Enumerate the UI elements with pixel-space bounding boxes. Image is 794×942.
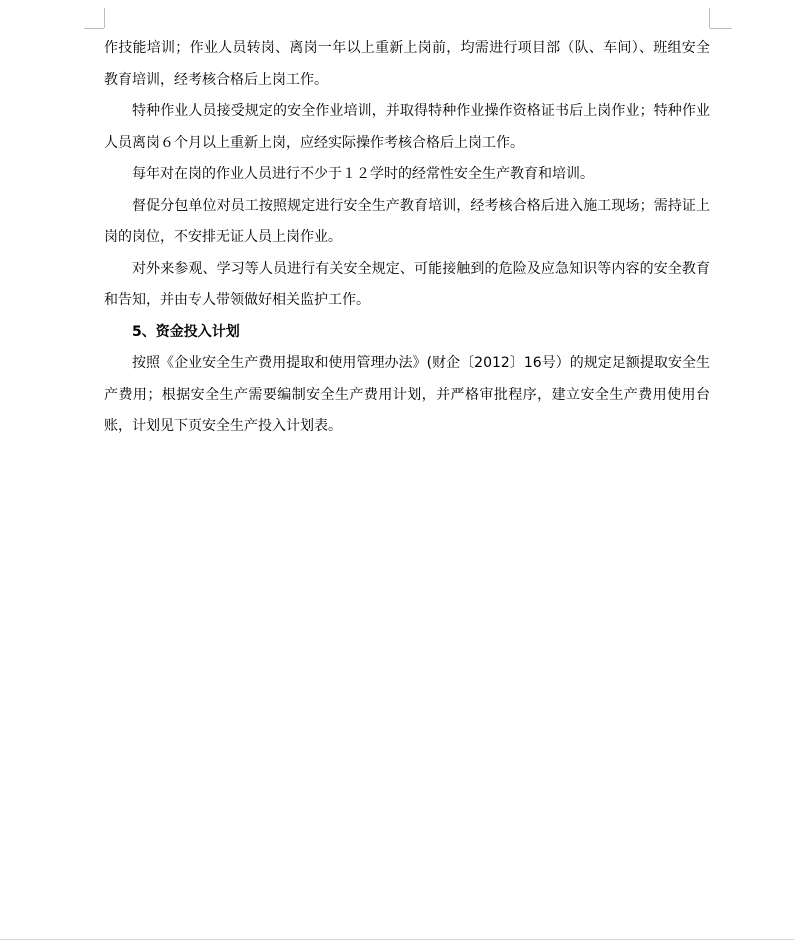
paragraph-subcontractor-training: 督促分包单位对员工按照规定进行安全生产教育培训，经考核合格后进入施工现场；需持证上岗的岗位，不安排无证人员上岗作业。 — [104, 197, 710, 245]
paragraph-visitor-education: 对外来参观、学习等人员进行有关安全规定、可能接触到的危险及应急知识等内容的安全教育和告知，并由专人带领做好相关监护工作。 — [104, 260, 710, 308]
crop-mark-top-right-horizontal — [710, 28, 732, 29]
paragraph-training-transfer: 作技能培训；作业人员转岗、离岗一年以上重新上岗前，均需进行项目部（队、车间）、班组安全教育培训，经考核合格后上岗工作。 — [104, 40, 710, 88]
crop-mark-top-left-vertical — [104, 8, 105, 28]
paragraph-special-operations: 特种作业人员接受规定的安全作业培训，并取得特种作业操作资格证书后上岗作业；特种作业人员离岗６个月以上重新上岗，应经实际操作考核合格后上岗工作。 — [104, 103, 710, 151]
crop-mark-top-left-horizontal — [84, 28, 104, 29]
page-bottom-edge — [0, 939, 794, 940]
crop-mark-top-right-vertical — [709, 8, 710, 28]
document-body — [104, 33, 710, 443]
paragraph-safety-funding: 按照《企业安全生产费用提取和使用管理办法》(财企〔2012〕16号）的规定足额提取安全生产费用；根据安全生产需要编制安全生产费用计划，并严格审批程序，建立安全生产费用使用台账，计划见下页安全生产投入计划表。 — [104, 355, 710, 434]
paragraph-annual-training: 每年对在岗的作业人员进行不少于１２学时的经常性安全生产教育和培训。 — [132, 166, 594, 182]
section-heading-funding-plan: 5、资金投入计划 — [132, 323, 240, 340]
